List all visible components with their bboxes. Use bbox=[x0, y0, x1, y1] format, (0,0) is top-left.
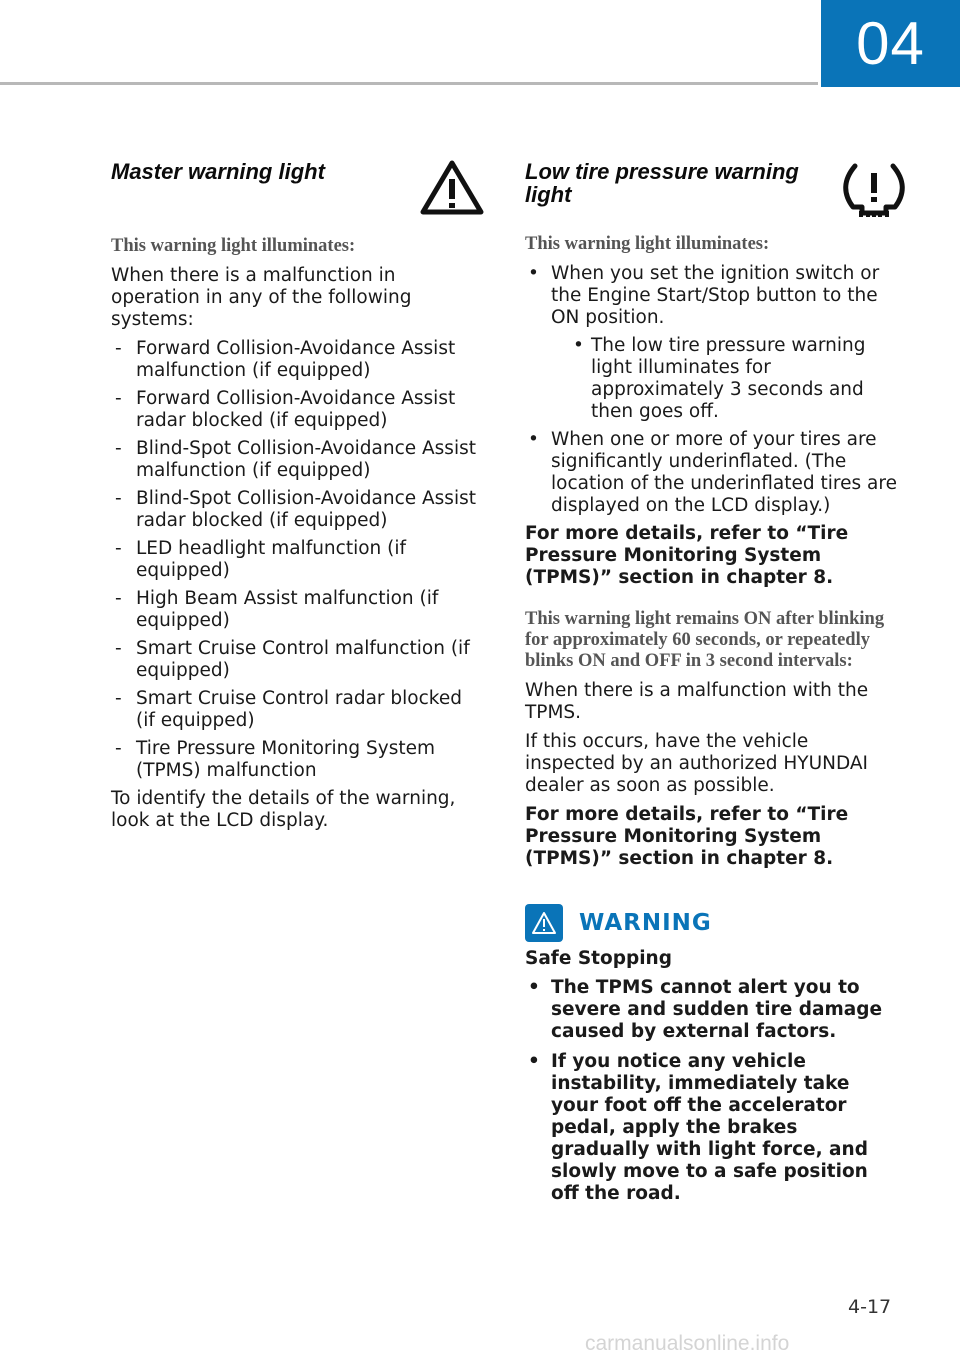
reference-text: For more details, refer to “Tire Pressure Monitoring System (TPMS)” section in chapter 8. bbox=[525, 804, 849, 869]
warning-label: WARNING bbox=[579, 910, 712, 936]
list-item: - Blind-Spot Collision-Avoidance Assist radar blocked (if equipped) bbox=[111, 488, 483, 532]
warning-list bbox=[525, 977, 901, 1205]
warning-subtitle: Safe Stopping bbox=[525, 948, 672, 969]
watermark: carmanualsonline.info bbox=[585, 1332, 790, 1355]
header-rule bbox=[0, 82, 818, 85]
list-item: - Smart Cruise Control malfunction (if equipped) bbox=[111, 638, 483, 682]
outro-text: To identify the details of the warning, look at the LCD display. bbox=[111, 788, 456, 831]
page-number: 4-17 bbox=[848, 1296, 892, 1318]
chapter-number: 04 bbox=[856, 10, 925, 77]
subheading: This warning light illuminates: bbox=[111, 236, 356, 256]
list-item: • If you notice any vehicle instability, immediately take your foot off the accelerator pedal, apply the brakes gradually with light force, and slowly move to a safe position off the road. bbox=[525, 1051, 901, 1205]
list-item: - High Beam Assist malfunction (if equipped) bbox=[111, 588, 483, 632]
warning-icon bbox=[525, 904, 563, 942]
section-title: Master warning light bbox=[111, 159, 325, 184]
reference-text: For more details, refer to “Tire Pressure Monitoring System (TPMS)” section in chapter 8. bbox=[525, 523, 849, 588]
subheading: This warning light remains ON after blinking for approximately 60 seconds, or repeatedly blinks ON and OFF in 3 second intervals: bbox=[525, 609, 885, 671]
chapter-tab bbox=[821, 0, 960, 87]
subheading: This warning light illuminates: bbox=[525, 234, 770, 254]
sub-list-item: • The low tire pressure warning light illuminates for approximately 3 seconds and then goes off. bbox=[571, 335, 901, 423]
list-item: - Forward Collision-Avoidance Assist radar blocked (if equipped) bbox=[111, 388, 483, 432]
list-item: • When one or more of your tires are significantly underinflated. (The location of the underinflated tires are displayed on the LCD display.) bbox=[525, 429, 901, 517]
section-heading-row bbox=[525, 150, 901, 228]
list-item: - LED headlight malfunction (if equipped) bbox=[111, 538, 483, 582]
list-item bbox=[525, 263, 901, 423]
master-warning-section bbox=[111, 150, 483, 839]
list-item-text: When you set the ignition switch or the Engine Start/Stop button to the ON position. bbox=[551, 263, 880, 328]
list-item: - Forward Collision-Avoidance Assist malfunction (if equipped) bbox=[111, 338, 483, 382]
tire-pressure-section bbox=[525, 150, 901, 1213]
intro-text: When there is a malfunction in operation in any of the following systems: bbox=[111, 265, 412, 330]
paragraph: If this occurs, have the vehicle inspected by an authorized HYUNDAI dealer as soon as possible. bbox=[525, 731, 869, 796]
list-item: • The TPMS cannot alert you to severe and sudden tire damage caused by external factors. bbox=[525, 977, 901, 1043]
sub-list bbox=[551, 335, 901, 423]
paragraph: When there is a malfunction with the TPMS. bbox=[525, 680, 869, 723]
systems-list bbox=[111, 338, 483, 782]
list-item: - Tire Pressure Monitoring System (TPMS) malfunction bbox=[111, 738, 483, 782]
tire-pressure-icon bbox=[841, 160, 907, 226]
warning-header bbox=[525, 904, 901, 942]
warning-triangle-icon bbox=[419, 158, 485, 224]
title-line-1: Low tire pressure warning bbox=[525, 159, 799, 184]
section-heading-row bbox=[111, 150, 483, 228]
list-item: - Smart Cruise Control radar blocked (if equipped) bbox=[111, 688, 483, 732]
list-item: - Blind-Spot Collision-Avoidance Assist malfunction (if equipped) bbox=[111, 438, 483, 482]
conditions-list bbox=[525, 263, 901, 517]
title-line-2: light bbox=[525, 182, 572, 207]
